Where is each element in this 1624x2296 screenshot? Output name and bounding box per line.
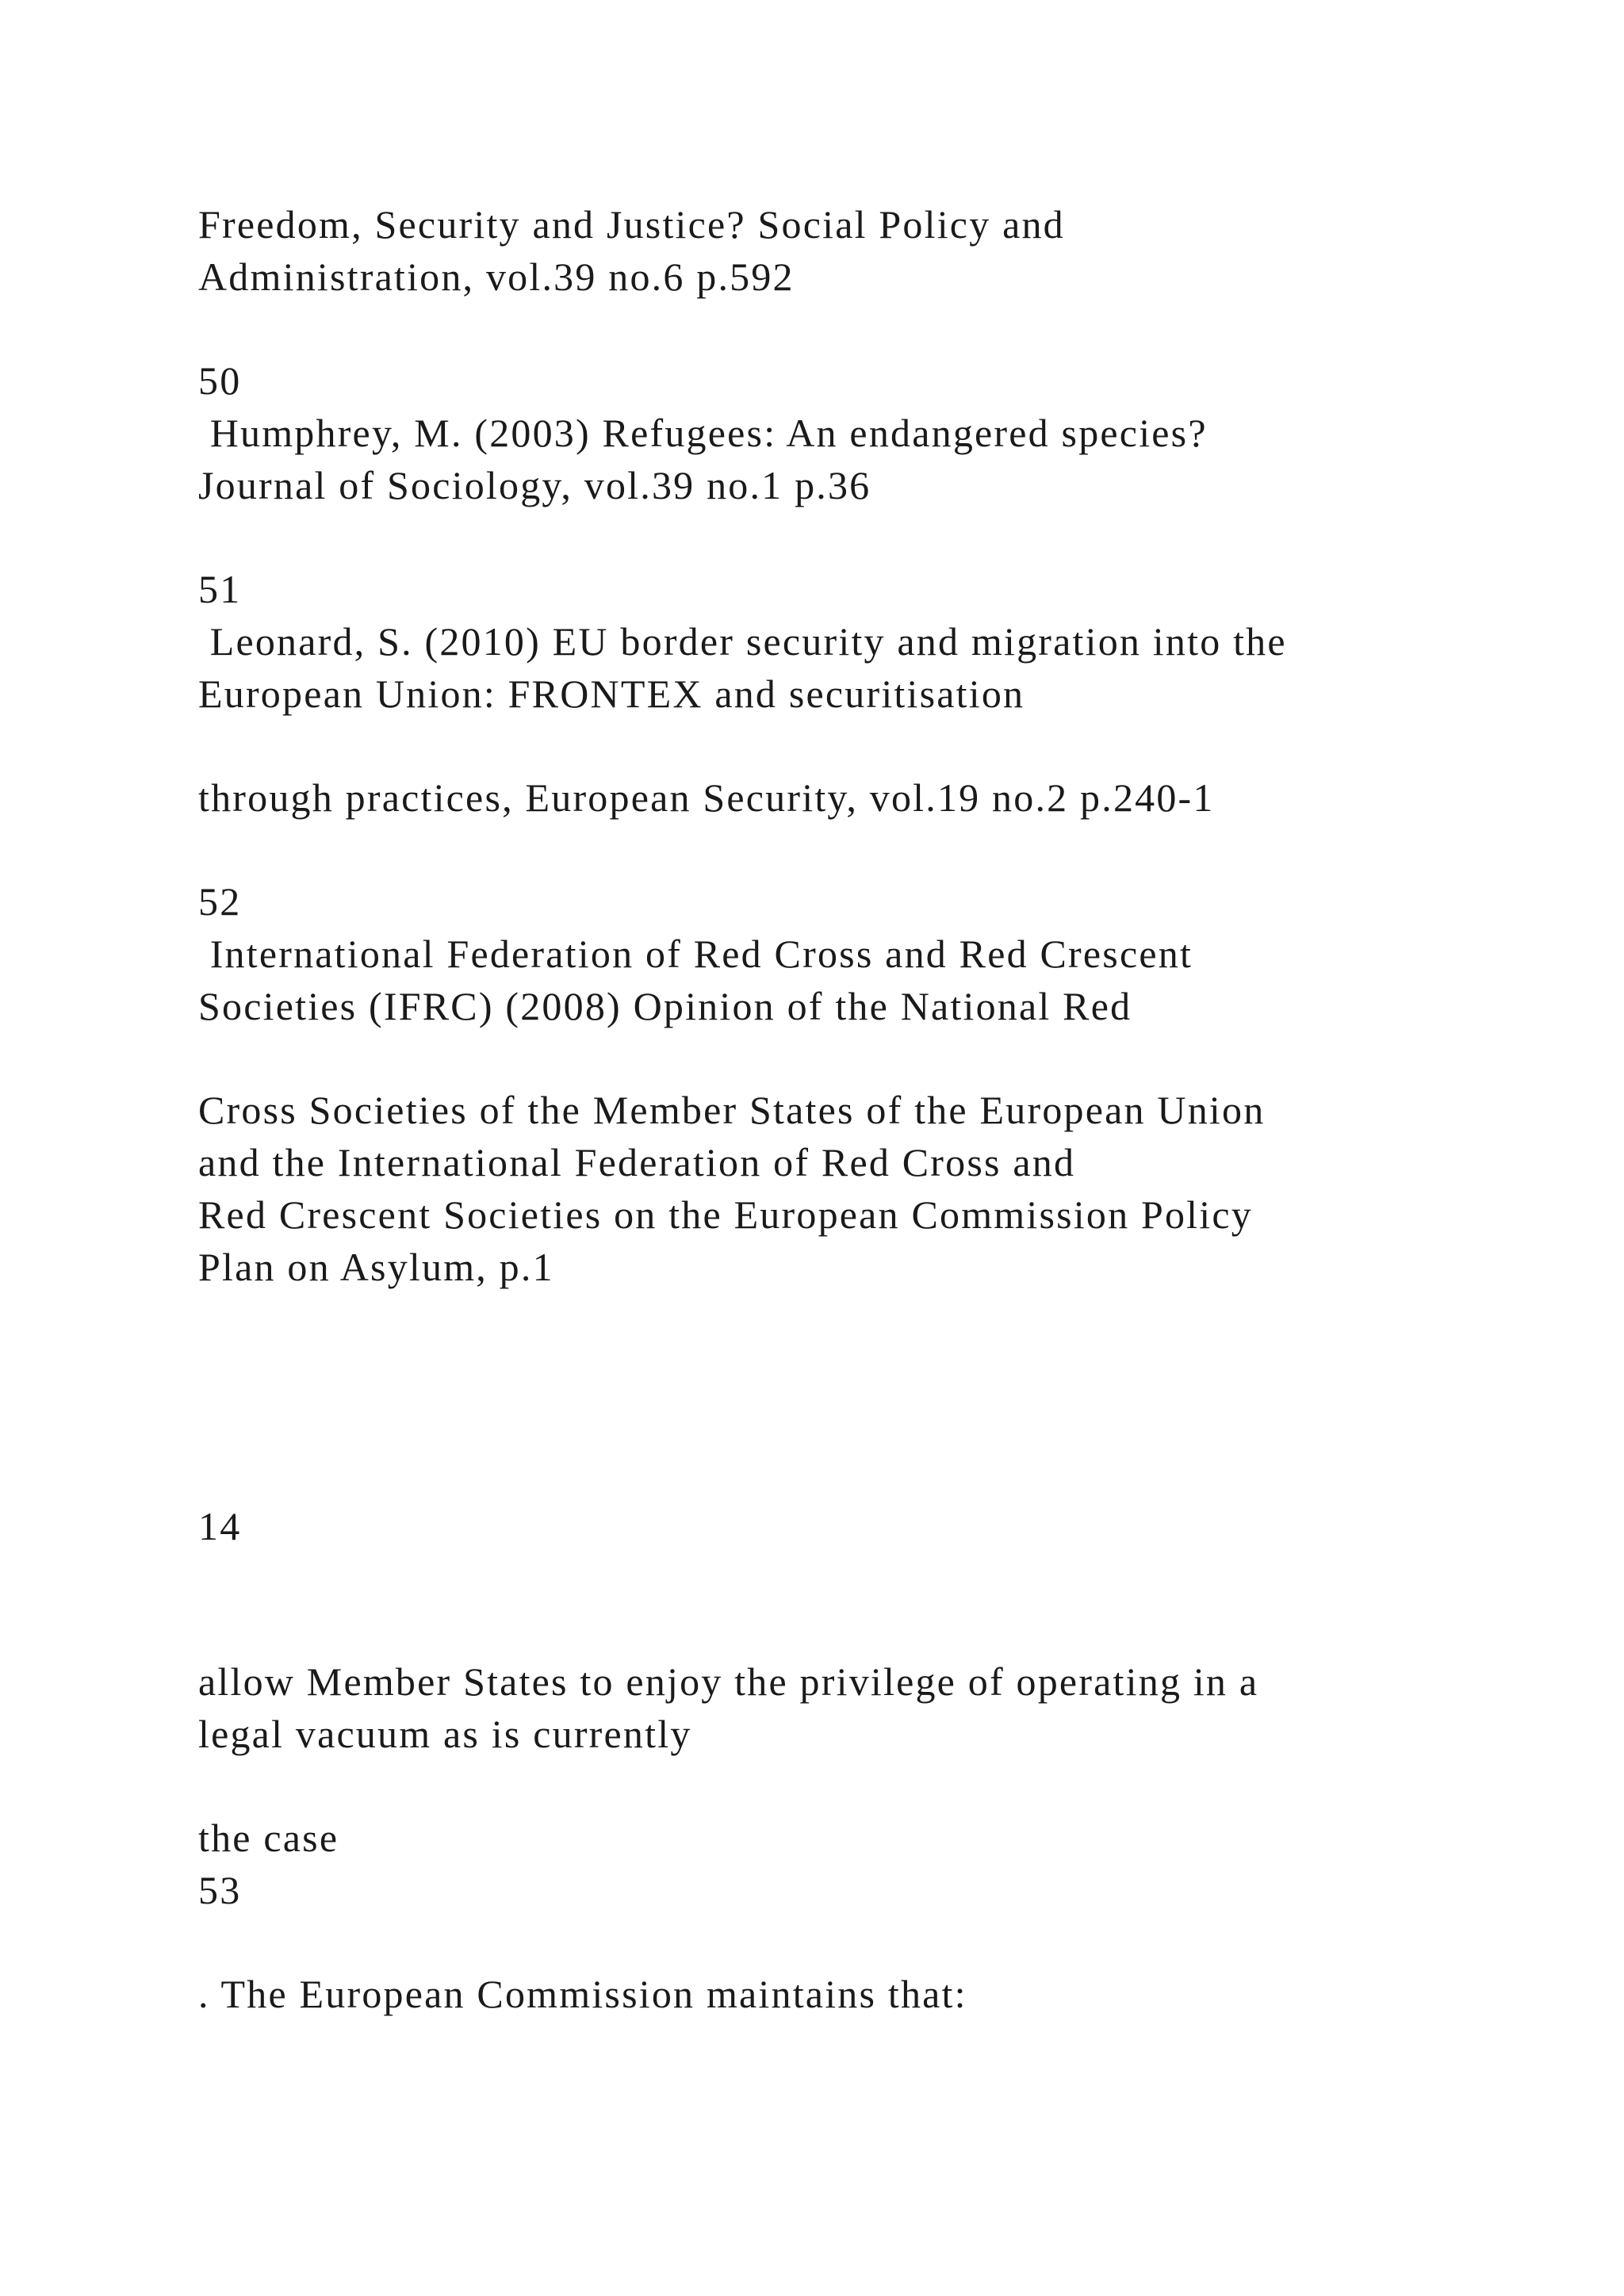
text-line: Red Crescent Societies on the European Commission Policy	[198, 1192, 1253, 1237]
text-line: the case	[198, 1816, 339, 1860]
page-number: 14	[198, 1504, 242, 1548]
text-line: Societies (IFRC) (2008) Opinion of the National Red	[198, 984, 1132, 1028]
text-line: European Union: FRONTEX and securitisation	[198, 672, 1025, 716]
footnote-number: 50	[198, 358, 242, 403]
footnote-number: 52	[198, 879, 242, 924]
text-line: Freedom, Security and Justice? Social Policy and	[198, 202, 1065, 247]
text-line: Leonard, S. (2010) EU border security and migration into the	[198, 619, 1287, 664]
text-line: allow Member States to enjoy the privilege of operating in a	[198, 1659, 1259, 1704]
footnote-number: 51	[198, 567, 242, 611]
text-line: through practices, European Security, vol.19 no.2 p.240-1	[198, 775, 1215, 820]
text-line: Plan on Asylum, p.1	[198, 1245, 554, 1289]
text-line: International Federation of Red Cross and Red Crescent	[198, 932, 1193, 976]
text-line: Cross Societies of the Member States of the European Union	[198, 1088, 1266, 1132]
text-line: . The European Commission maintains that:	[198, 1972, 967, 2016]
text-line: legal vacuum as is currently	[198, 1712, 692, 1756]
text-line: and the International Federation of Red Cross and	[198, 1140, 1076, 1184]
text-line: Administration, vol.39 no.6 p.592	[198, 254, 795, 299]
text-line: Journal of Sociology, vol.39 no.1 p.36	[198, 463, 871, 507]
text-line: Humphrey, M. (2003) Refugees: An endangered species?	[198, 411, 1208, 455]
footnote-number: 53	[198, 1868, 242, 1912]
